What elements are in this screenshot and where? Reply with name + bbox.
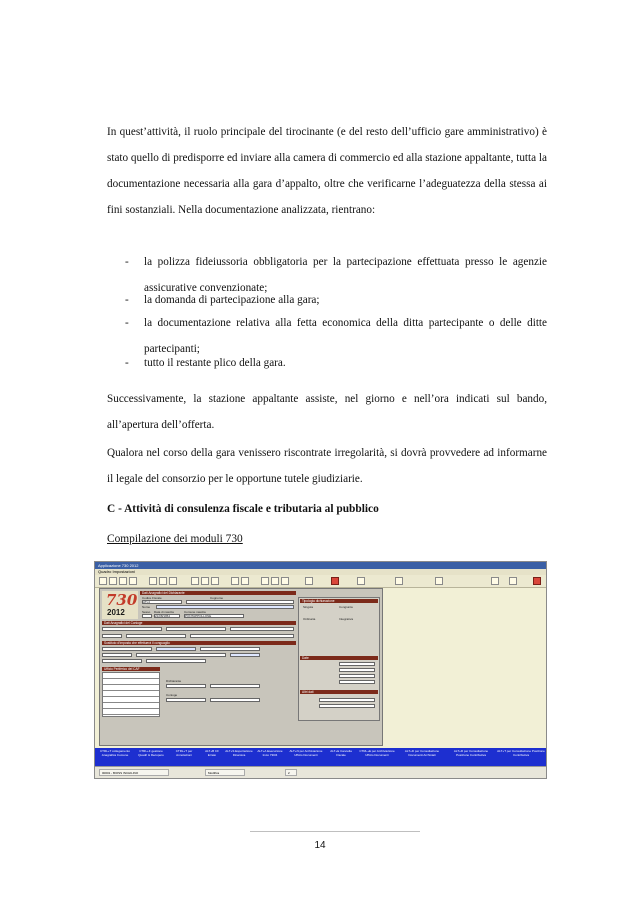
toolbar-icon	[211, 577, 219, 585]
label-nome: Nome	[142, 605, 151, 609]
toolbar-icon	[109, 577, 117, 585]
field-coniuge-data[interactable]	[126, 634, 186, 638]
field-cognome[interactable]	[186, 600, 294, 604]
field-dichiarante-tipo[interactable]	[166, 684, 206, 688]
list-dash: -	[125, 357, 129, 369]
list-dash: -	[125, 317, 129, 329]
app-status-bar	[95, 766, 546, 779]
field-coniuge-sesso[interactable]	[102, 634, 122, 638]
toolbar-icon	[261, 577, 269, 585]
label-singola[interactable]: Singola	[303, 605, 314, 609]
field-sostituto-cf[interactable]	[102, 647, 152, 651]
section-date: Date	[300, 656, 378, 660]
app-toolbar	[95, 575, 546, 588]
toolbar-icon	[231, 577, 239, 585]
list-item-text: tutto il restante plico della gara.	[144, 357, 286, 369]
field-altri-1[interactable]	[319, 698, 375, 702]
field-coniuge-cf[interactable]	[102, 627, 162, 631]
fkey-button[interactable]: ALT+N per Archiviazione Ufficio Documenti	[289, 749, 323, 757]
section-sostituto: Sostituto d'imposta che effettuerà il conguaglio	[102, 641, 296, 645]
toolbar-icon	[509, 577, 517, 585]
toolbar-icon	[357, 577, 365, 585]
section-caf: Ufficio Periferico del CAF	[102, 667, 160, 671]
footer-divider	[250, 831, 420, 832]
fkey-button[interactable]: ALT+E Cancella Fiscale	[330, 749, 352, 757]
field-sostituto-cognome[interactable]	[156, 647, 196, 651]
toolbar-icon	[491, 577, 499, 585]
field-sesso[interactable]	[142, 614, 152, 618]
field-sostituto-nome[interactable]	[200, 647, 260, 651]
list-item	[107, 350, 547, 376]
field-indirizzo[interactable]	[146, 659, 206, 663]
tipologia-panel	[298, 597, 380, 721]
fkey-button[interactable]: ALT+A Esecuzione Invio 730/4	[257, 749, 283, 757]
label-sesso: Sesso	[142, 610, 151, 614]
label-comune-nascita: Comune nascita	[184, 610, 206, 614]
logo-730	[102, 591, 138, 619]
logo-year: 2012	[107, 608, 125, 617]
field-coniuge-cognome[interactable]	[166, 627, 226, 631]
label-coniuge-sub: Coniuge	[166, 693, 178, 697]
data-nascita-value: 21/08/1954	[155, 614, 171, 618]
list-item-text: la polizza fideiussoria obbligatoria per la partecipazione effettuata presso le agenzie assicurative convenzionate;	[144, 256, 547, 294]
status-user: 00001 - BIOSS INCHILINO	[99, 769, 169, 776]
toolbar-icon	[305, 577, 313, 585]
toolbar-icon	[169, 577, 177, 585]
field-date-4[interactable]	[339, 680, 375, 684]
page-number: 14	[314, 840, 326, 851]
field-date-1[interactable]	[339, 662, 375, 666]
label-data-nascita: Data di nascita	[154, 610, 174, 614]
label-codice-fiscale: Codice Fiscale	[142, 596, 162, 600]
list-item-text: la documentazione relativa alla fetta economica della ditta partecipante o delle ditte partecipanti;	[144, 317, 547, 355]
toolbar-icon	[331, 577, 339, 585]
field-coniuge-categoria[interactable]	[210, 698, 260, 702]
cf-value: ATL4	[143, 600, 150, 604]
field-sostituto-sede[interactable]	[102, 653, 132, 657]
section-tipologia: Tipologia dichiarazione	[300, 599, 378, 603]
caf-grid	[102, 672, 160, 717]
label-cognome: Cognome	[210, 596, 224, 600]
comune-value: PONTAPPOLLONE	[185, 614, 212, 618]
paragraph-opening: Successivamente, la stazione appaltante assiste, nel giorno e nell’ora indicati sul bando, all’apertura dell’offerta.	[107, 393, 547, 431]
field-telefono[interactable]	[102, 659, 142, 663]
toolbar-icon	[201, 577, 209, 585]
fkey-button[interactable]: CTRL+F gestione Quadri & Recupero	[138, 749, 164, 757]
logo-number: 730	[106, 591, 138, 609]
fkey-button[interactable]: ALT+S Esportazione Dinamica	[225, 749, 253, 757]
fkey-button[interactable]: CTRL+E per Archiviazione Ufficio Documenti	[359, 749, 395, 757]
list-item-text: la domanda di partecipazione alla gara;	[144, 294, 320, 306]
section-dichiarante: Dati Anagrafici del Dichiarante	[140, 591, 296, 595]
fkey-button[interactable]: ALT+D per Consultazione Documenti Archiviati	[404, 749, 440, 757]
label-congiunta[interactable]: Congiunta	[339, 605, 353, 609]
label-integrativa[interactable]: Integrativa	[339, 617, 354, 621]
fkey-button[interactable]: ALT+R per Consultazione Posizione Contributiva	[453, 749, 489, 757]
paragraph-irregularities: Qualora nel corso della gara venissero riscontrate irregolarità, si dovrà provvedere ad informarne il legale del consorzio per le opportune tutele giudiziarie.	[107, 447, 547, 485]
field-sostituto-comune[interactable]	[136, 653, 226, 657]
toolbar-icon	[241, 577, 249, 585]
field-nome[interactable]	[156, 605, 294, 609]
app-form	[99, 588, 383, 746]
function-key-bar	[95, 748, 546, 766]
toolbar-icon	[159, 577, 167, 585]
section-coniuge: Dati Anagrafici del Coniuge	[102, 621, 296, 625]
section-altri: Altri dati	[300, 690, 378, 694]
status-count: 2	[285, 769, 297, 776]
field-coniuge-nome[interactable]	[230, 627, 294, 631]
label-dichiarante-sub: Dichiarante	[166, 679, 182, 683]
toolbar-icon	[119, 577, 127, 585]
toolbar-icon	[271, 577, 279, 585]
toolbar-icon	[395, 577, 403, 585]
toolbar-icon	[191, 577, 199, 585]
field-coniuge-tipo[interactable]	[166, 698, 206, 702]
label-ordinaria[interactable]: Ordinaria	[303, 617, 316, 621]
toolbar-icon	[533, 577, 541, 585]
fkey-button[interactable]: CTRL+T collegamento Anagrafica Comune	[99, 749, 131, 757]
subsection-heading: Compilazione dei moduli 730	[107, 533, 243, 545]
field-coniuge-comune[interactable]	[190, 634, 294, 638]
section-heading: C - Attività di consulenza fiscale e tributaria al pubblico	[107, 503, 379, 515]
fkey-button[interactable]: ALT+B CF Errato	[205, 749, 219, 757]
toolbar-icon	[281, 577, 289, 585]
software-screenshot	[94, 561, 547, 779]
status-mode: Modifica	[205, 769, 245, 776]
field-sostituto-prov[interactable]	[230, 653, 260, 657]
list-dash: -	[125, 256, 129, 268]
field-altri-2[interactable]	[319, 704, 375, 708]
app-menu-bar: Quadro Impostazioni	[95, 569, 546, 575]
toolbar-icon	[129, 577, 137, 585]
app-title-bar: Applicazione 730 2012	[95, 562, 546, 569]
toolbar-icon	[99, 577, 107, 585]
intro-paragraph: In quest’attività, il ruolo principale del tirocinante (e del resto dell’ufficio gare amministrativo) è stato quello di predisporre ed inviare alla camera di commercio ed alla stazione appaltante, tutta la documentazione necessaria alla gara d’appalto, oltre che verificarne l’adeguatezza della stessa ai fini sostanziali. Nella documentazione analizzata, rientrano:	[107, 126, 547, 216]
field-date-2[interactable]	[339, 668, 375, 672]
list-dash: -	[125, 294, 129, 306]
fkey-button[interactable]: ALT+T per Consultazione Posizione Contributiva	[497, 749, 545, 757]
toolbar-icon	[149, 577, 157, 585]
toolbar-icon	[435, 577, 443, 585]
field-dichiarante-categoria[interactable]	[210, 684, 260, 688]
fkey-button[interactable]: CTRL+T per Annotazioni	[175, 749, 193, 757]
field-date-3[interactable]	[339, 674, 375, 678]
